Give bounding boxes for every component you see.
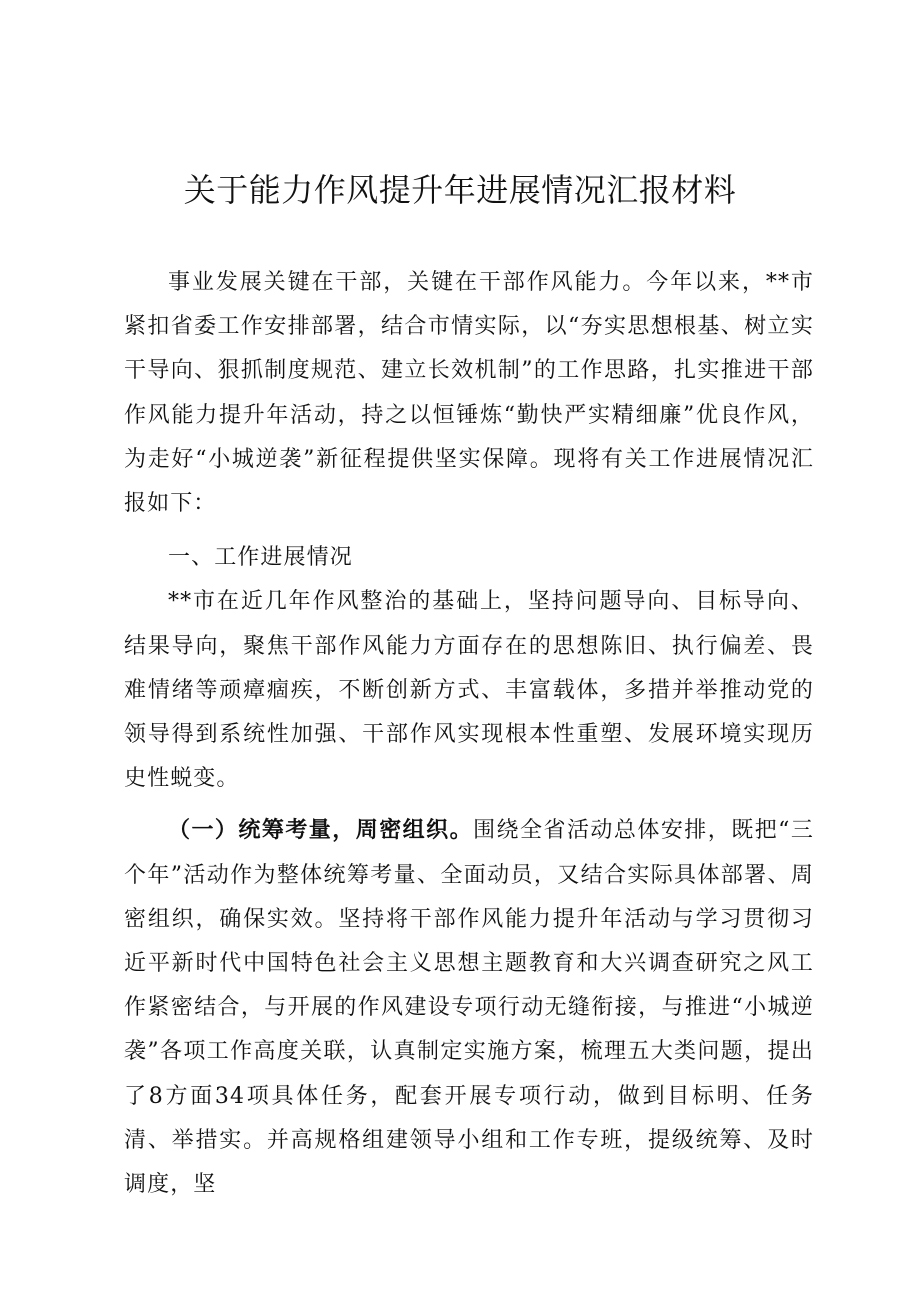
document-title: 关于能力作风提升年进展情况汇报材料 (183, 171, 737, 209)
section-paragraph: **市在近几年作风整治的基础上，坚持问题导向、目标导向、结果导向，聚焦干部作风能力方面存在的思想陈旧、执行偏差、畏难情绪等顽瘴痼疾，不断创新方式、丰富载体，多措并举推动党的领导得到系统性加强、干部作风实现根本性重塑、发展环境实现历史性蜕变。 (124, 589, 814, 792)
subsection-text: 围绕全省活动总体安排，既把“三个年”活动作为整体统筹考量、全面动员，又结合实际具体部署、周密组织，确保实效。坚持将干部作风能力提升年活动与学习贯彻习近平新时代中国特色社会主义思想主题教育和大兴调查研究之风工作紧密结合，与开展的作风建设专项行动无缝衔接，与推进“小城逆袭”各项工作高度关联，认真制定实施方案，梳理五大类问题，提出了8方面34项具体任务，配套开展专项行动，做到目标明、任务清、举措实。并高规格组建领导小组和工作专班，提级统筹、及时调度，坚 (124, 818, 814, 1198)
intro-paragraph: 事业发展关键在干部，关键在干部作风能力。今年以来，**市紧扣省委工作安排部署，结合市情实际，以“夯实思想根基、树立实干导向、狠抓制度规范、建立长效机制”的工作思路，扎实推进干部作风能力提升年活动，持之以恒锤炼“勤快严实精细廉”优良作风，为走好“小城逆袭”新征程提供坚实保障。现将有关工作进展情况汇报如下： (124, 270, 814, 517)
document-body (124, 261, 814, 1207)
subsection-lead: （一）统筹考量，周密组织。 (168, 818, 474, 844)
section-heading: 一、工作进展情况 (168, 545, 353, 571)
subsection-paragraph (124, 809, 814, 1207)
